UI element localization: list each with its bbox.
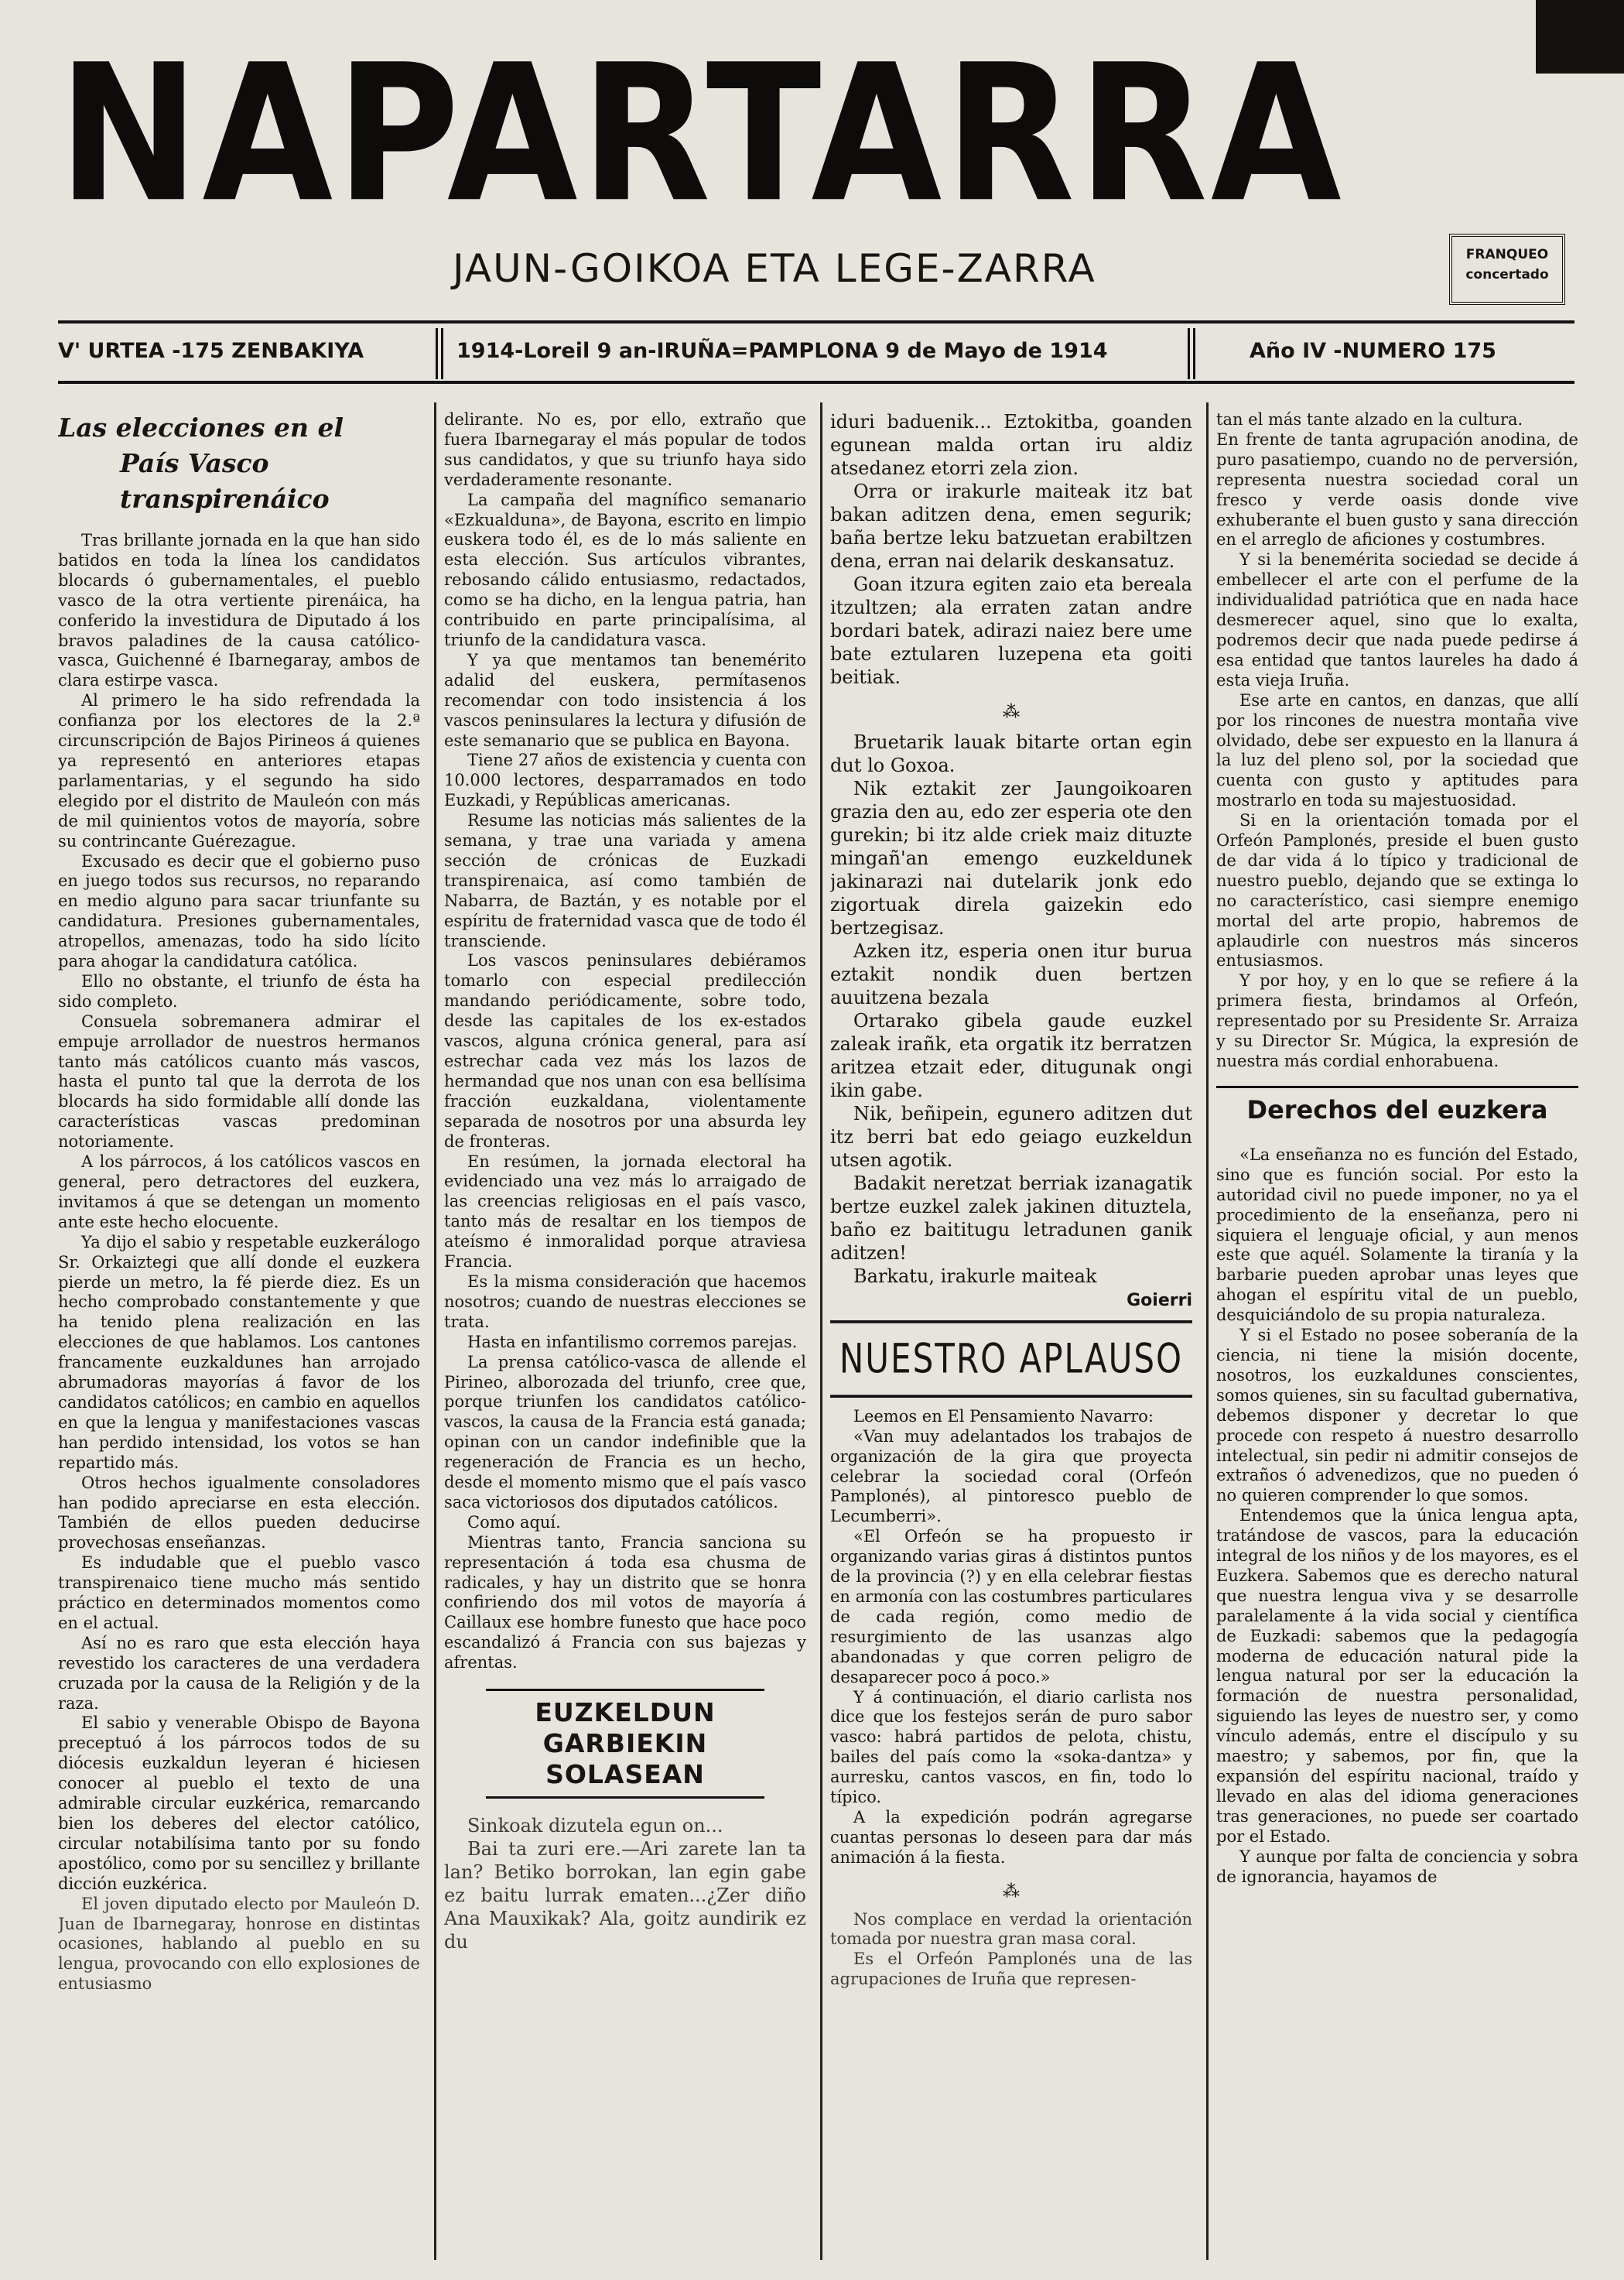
dateline-left: V' URTEA -175 ZENBAKIYA <box>58 339 364 363</box>
article-paragraph: Ese arte en cantos, en danzas, que allí por los rincones de nuestra montaña vive olvidado, debe ser expuesto en la llanura á la luz del pleno sol, por la sociedad que cuenta con gusto y aptitudes para mostrarlo en toda su majestuosidad. <box>1216 690 1578 810</box>
column-rule <box>434 402 436 2260</box>
article-paragraph: tan el más tante alzado en la cultura. <box>1216 410 1523 429</box>
article-headline <box>58 410 420 517</box>
article-paragraph: delirante. No es, por ello, extraño que fuera Ibarnegaray el más popular de todos sus candidatos, y que su triunfo haya sido verdaderamente resonante. <box>444 410 806 489</box>
article-paragraph: Al primero le ha sido refrendada la confianza por los electores de la 2.ª circunscripción de Bajos Pirineos á quienes ya representó en anteriores etapas parlamentarias, y el segundo ha sido elegido por el distrito de Mauleón con más de mil quinientos votos de mayoría, sobre su contrincante Guérezague. <box>58 691 420 851</box>
headline-line-2: País Vasco transpirenáico <box>120 448 330 514</box>
article-paragraph: Consuela sobremanera admirar el empuje arrollador de nuestros hermanos tanto más católicos cuanto más vascos, hasta el punto tal que la derrota de los blocards ha sido formidable allí donde las características vascas predominan notoriamente. <box>58 1012 420 1152</box>
article-paragraph: La campaña del magnífico semanario «Ezkualduna», de Bayona, escrito en limpio euskera todo él, es de lo más saliente en esta elección. Sus artículos vibrantes, rebosando cálido entusiasmo, redactados, como se ha dicho, en la lengua patria, han contribuido en parte principalísima, al triunfo de la candidatura vasca. <box>444 490 806 649</box>
article-paragraph: Azken itz, esperia onen itur burua eztakit nondik duen bertzen auuitzena bezala <box>830 940 1192 1008</box>
article-paragraph: Nik eztakit zer Jaungoikoaren grazia den au, edo zer esperia ote den gurekin; bi itz alde criek maiz dituzte mingañ'an emengo euzkeldunek jakinarazi nai dutelarik jonk edo zigortuak direla gaizekin edo bertzegisaz. <box>830 777 1192 939</box>
article-paragraph: El joven diputado electo por Mauleón D. Juan de Ibarnegaray, honrose en distintas ocasiones, hablando al pueblo en su lengua, provocando con ello explosiones de entusiasmo <box>58 1894 420 1994</box>
article-paragraph: En frente de tanta agrupación anodina, de puro pasatiempo, cuando no de perversión, representa nuestra sociedad coral un fresco y verde oasis donde vive exhuberante el buen gusto y sana dirección en el arreglo de aficiones y costumbres. <box>1216 430 1578 549</box>
headline-line-1: Las elecciones en el <box>58 413 344 443</box>
article-paragraph: Es indudable que el pueblo vasco transpirenaico tiene mucho más sentido práctico en determinados momentos como en el actual. <box>58 1553 420 1632</box>
article-paragraph: Tras brillante jornada en la que han sido batidos en toda la línea los candidatos blocards ó gubernamentales, el pueblo vasco de la otra vertiente pirenáica, ha conferido la investidura de Diputado á los bravos paladines de la causa católico-vasca, Guichenné é Ibarnegaray, ambos de clara estirpe vasca. <box>58 531 420 690</box>
dateline-separator <box>1188 328 1195 379</box>
column-4 <box>1216 410 1578 2252</box>
article-paragraph: Y por hoy, y en lo que se refiere á la primera fiesta, brindamos al Orfeón, representado por su Presidente Sr. Arraiza y su Director Sr. Múgica, la expresión de nuestra más cordial enhorabuena. <box>1216 971 1578 1070</box>
article-paragraph: Mientras tanto, Francia sanciona su representación á toda esa chusma de radicales, y hay un distrito que se honra confiriendo dos mil votos de mayoría á Caillaux ese hombre funesto que hace poco escandalizó á Francia con sus bajezas y afrentas. <box>444 1532 806 1672</box>
article-paragraph: Los vascos peninsulares debiéramos tomarlo con especial predilección mandando periódicamente, sobre todo, desde las capitales de los ex-estados vascos, alguna crónica general, para así estrechar cada vez más los lazos de hermandad que nos unan con esa bellísima fracción euzkaldana, violentamente separada de nosotros por una absurda ley de fronteras. <box>444 951 806 1151</box>
article-paragraph: Y á continuación, el diario carlista nos dice que los festejos serán de puro sabor vasco: habrá partidos de pelota, chistu, bailes del país como la «soka-dantza» y aurresku, cantos vascos, en fin, todo lo típico. <box>830 1687 1192 1807</box>
section-title-derechos: Derechos del euzkera <box>1216 1086 1578 1131</box>
article-signature: Goierri <box>1127 1290 1192 1310</box>
article-paragraph: Si en la orientación tomada por el Orfeón Pamplonés, preside el buen gusto de dar vida á lo típico y tradicional de nuestro pueblo, dejando que se extinga lo no característico, casi siempre enemigo mortal del arte propio, habremos de aplaudirle con nuestros más sinceros entusiasmos. <box>1216 811 1578 971</box>
article-paragraph: Goan itzura egiten zaio eta bereala itzultzen; ala erraten zatan andre bordari batek, adirazi naiez bere ume bate eztularen luzepena eta goiti beitiak. <box>830 573 1192 688</box>
article-paragraph: Sinkoak dizutela egun on... <box>467 1815 723 1837</box>
article-paragraph: Badakit neretzat berriak izanagatik bertze euzkel zalek jakinen dituztela, baño ez baititugu letradunen ganik aditzen! <box>830 1172 1192 1264</box>
article-paragraph: «El Orfeón se ha propuesto ir organizando varias giras á distintos puntos de la provincia (?) y en ella celebrar fiestas en armonía con las costumbres particulares de cada región, como medio de resurgimiento de las usanzas algo abandonadas y que corren peligro de desaparecer poco á poco.» <box>830 1527 1192 1686</box>
dateline-bar <box>58 328 1574 379</box>
article-paragraph: Hasta en infantilismo corremos parejas. <box>467 1332 798 1351</box>
article-paragraph: A los párrocos, á los católicos vascos en general, pero detractores del euzkera, invitamos á que se detengan un momento ante este hecho elocuente. <box>58 1152 420 1231</box>
article-paragraph: Nos complace en verdad la orientación tomada por nuestra gran masa coral. <box>830 1909 1192 1949</box>
article-paragraph: Como aquí. <box>467 1512 561 1532</box>
article-paragraph: En resúmen, la jornada electoral ha evidenciado una vez más lo arraigado de las creencias religiosas en el país vasco, tanto más de resaltar en los tiempos de ateísmo é inmoralidad porque atraviesa Francia. <box>444 1152 806 1272</box>
article-paragraph: Leemos en El Pensamiento Navarro: <box>853 1406 1154 1426</box>
article-paragraph: Es el Orfeón Pamplonés una de las agrupaciones de Iruña que represen- <box>830 1950 1192 1989</box>
article-paragraph: Y si la benemérita sociedad se decide á embellecer el arte con el perfume de la individualidad patriótica que en nada hace desmerecer aquel, sino que lo exalta, podremos decir que nada puede pedirse á esa entidad que tantos laureles ha dado á esta vieja Iruña. <box>1216 550 1578 690</box>
article-paragraph: La prensa católico-vasca de allende el Pirineo, alborozada del triunfo, cree que, porque triunfen los candidatos católico-vascos, la causa de la Francia está ganada; opinan con un candor indefinible que la regeneración de Francia es un hecho, desde el momento mismo que el país vasco saca victoriosos dos diputados católicos. <box>444 1352 806 1511</box>
article-paragraph: «Van muy adelantados los trabajos de organización de la gira que proyecta celebrar la sociedad coral (Orfeón Pamplonés), al pintoresco pueblo de Lecumberri». <box>830 1426 1192 1526</box>
dateline-right: Año IV -NUMERO 175 <box>1250 339 1496 363</box>
article-paragraph: Ya dijo el sabio y respetable euzkerálogo Sr. Orkaiztegi que allí donde el euzkera pierde un metro, la fé pierde diez. Es un hecho comprobado constantemente y que ha tenido plena realización en las elecciones de que hablamos. Los cantones francamente euzkaldunes han arrojado abrumadoras mayorías á favor de los candidatos católicos; en cambio en aquellos en que la lengua y manifestaciones vascas han perdido intensidad, los votos se han repartido más. <box>58 1232 420 1472</box>
article-paragraph: Entendemos que la única lengua apta, tratándose de vascos, para la educación integral de los niños y de los mayores, es el Euzkera. Sabemos que es derecho natural que nuestra lengua viva y se desarrolle paralelamente á la vida social y científica de Euzkadi: sabemos que la pedagogía moderna de educación natural pide la lengua natural por ser la educación la formación de nuestra personalidad, siguiendo las leyes de nuestro ser, y como vínculo además, entre el discípulo y su maestro; y sabemos, por fin, que la expansión del espíritu nacional, traído y llevado en alas del idioma generaciones tras generaciones, no puede ser coartado por el Estado. <box>1216 1506 1578 1846</box>
article-paragraph: Excusado es decir que el gobierno puso en juego todos sus recursos, no reparando en medio alguno para sacar triunfante su candidatura. Presiones gubernamentales, atropellos, amenazas, todo ha sido lícito para ahogar la candidatura católica. <box>58 851 420 971</box>
article-paragraph: Y si el Estado no posee soberanía de la ciencia, ni tiene la misión docente, nosotros, los euzkaldunes conscientes, somos quienes, sin su facultad gubernativa, debemos disponer y decretar lo que procede con respeto á nuestro desarrollo intelectual, sin pedir ni admitir consejos de extraños ó advenedizos, que no pueden ó no quieren comprender lo que somos. <box>1216 1326 1578 1505</box>
dateline-top-rule <box>58 320 1574 324</box>
article-paragraph: Así no es raro que esta elección haya revestido los caracteres de una verdadera cruzada por la causa de la Religión y de la raza. <box>58 1633 420 1713</box>
article-paragraph: A la expedición podrán agregarse cuantas personas lo deseen para dar más animación á la fiesta. <box>830 1807 1192 1867</box>
section-ornament: ⁂ <box>1003 703 1020 722</box>
article-paragraph: Nik, beñipein, egunero aditzen dut itz berri bat edo geiago euzkeldun utsen agotik. <box>830 1102 1192 1171</box>
dateline-center: 1914-Loreil 9 an-IRUÑA=PAMPLONA 9 de Mayo de 1914 <box>456 339 1108 363</box>
article-paragraph: Otros hechos igualmente consoladores han podido apreciarse en esta elección. También de ellos pueden deducirse provechosas enseñanzas. <box>58 1473 420 1553</box>
franqueo-stamp <box>1449 234 1565 305</box>
section-ornament: ⁂ <box>1003 1881 1020 1902</box>
article-paragraph: Tiene 27 años de existencia y cuenta con 10.000 lectores, desparramados en todo Euzkadi, y Repúblicas americanas. <box>444 751 806 810</box>
article-paragraph: Es la misma consideración que hacemos nosotros; cuando de nuestras elecciones se trata. <box>444 1272 806 1331</box>
article-paragraph: Ello no obstante, el triunfo de ésta ha sido completo. <box>58 971 420 1011</box>
section-title-aplauso: NUESTRO APLAUSO <box>830 1320 1192 1398</box>
article-paragraph: iduri baduenik... Eztokitba, goanden egunean malda ortan iru aldiz atsedanez etorri zela zion. <box>830 411 1192 479</box>
newspaper-motto: JAUN-GOIKOA ETA LEGE-ZARRA <box>453 246 1096 291</box>
article-paragraph: Ortarako gibela gaude euzkel zaleak irañk, eta orgatik itz berratzen aritzea etzait eder, ditugunak ongi ikin gabe. <box>830 1009 1192 1101</box>
franqueo-line-1: FRANQUEO <box>1465 247 1549 262</box>
article-paragraph: Bruetarik lauak bitarte ortan egin dut lo Goxoa. <box>830 731 1192 776</box>
article-paragraph: Barkatu, irakurle maiteak <box>853 1265 1097 1287</box>
article-paragraph: Orra or irakurle maiteak itz bat bakan aditzen dena, emen segurik; baña bertze leku batzuetan erabiltzen dena, erran nai delarik deskansatuz. <box>830 481 1192 572</box>
section-title-euzkeldun: EUZKELDUN GARBIEKIN SOLASEAN <box>486 1689 764 1799</box>
article-paragraph: Resume las noticias más salientes de la semana, y trae una variada y amena sección de crónicas de Euzkadi transpirenaica, así como también de Nabarra, de Baztán, y es notable por el espíritu de fraternidad vasca que de todo él transciende. <box>444 811 806 950</box>
article-paragraph: Y aunque por falta de conciencia y sobra de ignorancia, hayamos de <box>1216 1847 1578 1886</box>
franqueo-line-2: concertado <box>1465 267 1549 282</box>
article-paragraph: El sabio y venerable Obispo de Bayona preceptuó á los párrocos todos de su diócesis euzkaldun leyeran é hiciesen conocer al pueblo el texto de una admirable circular euzkérica, remarcando bien los deberes del elector católico, circular notabilísima tanto por su fondo apostólico, como por su sencillez y brillante dicción euzkérica. <box>58 1713 420 1893</box>
dateline-bottom-rule <box>58 381 1574 384</box>
dateline-separator <box>436 328 443 379</box>
column-1 <box>58 410 420 2252</box>
article-paragraph: Y ya que mentamos tan benemérito adalid del euskera, permítasenos recomendar con todo insistencia á los vascos peninsulares la lectura y difusión de este semanario que se publica en Bayona. <box>444 650 806 750</box>
column-2 <box>444 410 806 2252</box>
article-paragraph: «La enseñanza no es función del Estado, sino que es función social. Por esto la autoridad civil no puede imponer, no ya el procedimiento de la enseñanza, pero ni siquiera el lenguaje oficial, y aun menos este que aquél. Solamente la tiranía y la barbarie pueden aprobar unas leyes que ahogan el espíritu vital de un pueblo, desquiciándolo de su propia naturaleza. <box>1216 1145 1578 1325</box>
masthead <box>58 25 1574 245</box>
article-paragraph: Bai ta zuri ere.—Ari zarete lan ta lan? Betiko borrokan, lan egin gabe ez baitu lurrak ematen...¿Zer diño Ana Mauxikak? Ala, goitz aundirik ez du <box>444 1838 806 1953</box>
column-3 <box>830 410 1192 2252</box>
newspaper-title: NAPARTARRA <box>58 25 1345 245</box>
column-rule <box>820 402 822 2260</box>
column-rule <box>1206 402 1209 2260</box>
